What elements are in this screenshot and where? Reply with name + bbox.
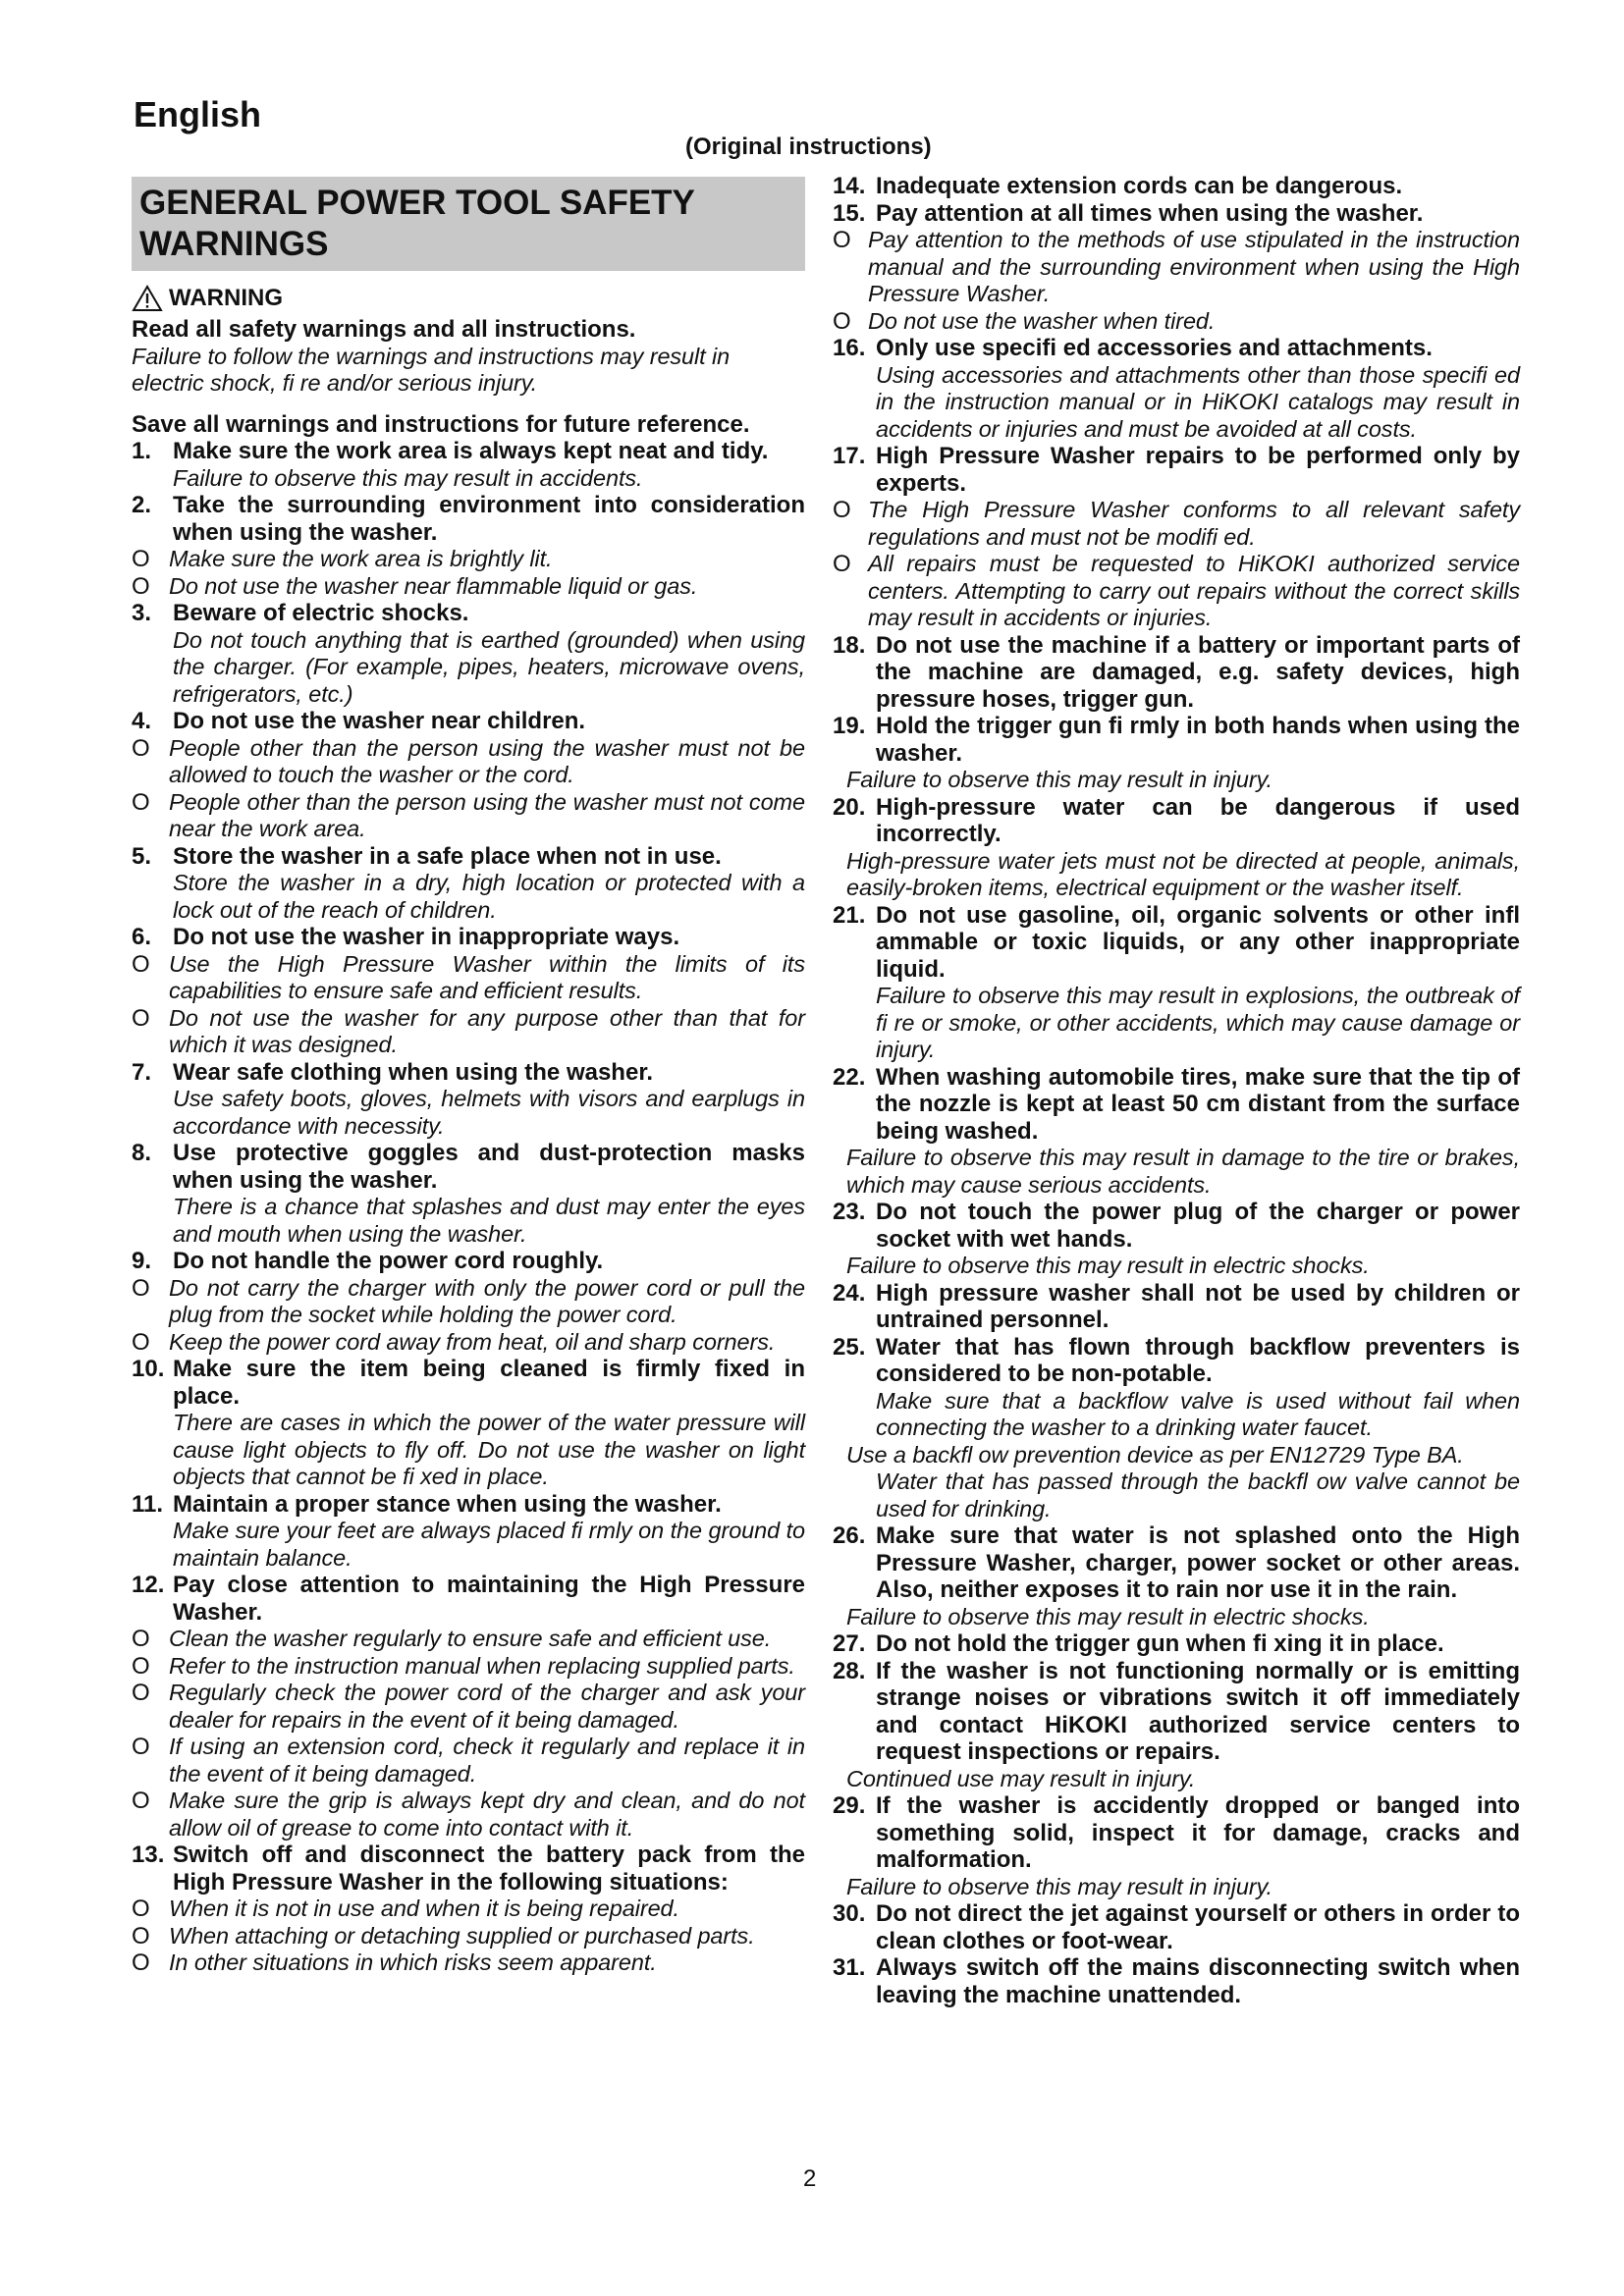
bullet-item	[132, 789, 805, 843]
item-note: Make sure that a backflow valve is used without fail when connecting the washer to a drinking water faucet.	[876, 1387, 1520, 1440]
safety-item-heading	[833, 1954, 1520, 2008]
item-number: 25.	[833, 1333, 866, 1361]
item-title: If the washer is not functioning normally or is emitting strange noises or vibrations switch it off immediately and contact HiKOKI authorized service centers to request inspections or repairs.	[876, 1657, 1520, 1765]
left-column	[132, 177, 805, 1977]
warning-triangle-icon	[132, 285, 163, 312]
item-number: 1.	[132, 438, 152, 464]
safety-item	[132, 1572, 805, 1842]
save-all-line: Save all warnings and instructions for future reference.	[132, 410, 750, 438]
bullet-text: Keep the power cord away from heat, oil and sharp corners.	[169, 1328, 776, 1355]
item-number: 29.	[833, 1792, 866, 1819]
bullet-item	[132, 1626, 805, 1653]
circle-bullet-icon: O	[132, 1680, 150, 1706]
bullet-item	[132, 573, 805, 601]
circle-bullet-icon: O	[132, 1626, 150, 1652]
safety-item	[833, 443, 1520, 632]
item-note: Water that has passed through the backfl ow valve cannot be used for drinking.	[876, 1468, 1520, 1522]
safety-item	[833, 1900, 1520, 1954]
item-number: 19.	[833, 713, 866, 739]
safety-item	[833, 1954, 1520, 2008]
item-note: Use safety boots, gloves, helmets with visors and earplugs in accordance with necessity.	[173, 1086, 805, 1139]
item-number: 12.	[132, 1572, 165, 1598]
bullet-item	[132, 951, 805, 1005]
warning-label: WARNING	[169, 285, 283, 311]
safety-item-heading	[833, 1900, 1520, 1954]
item-number: 24.	[833, 1279, 866, 1307]
bullet-text: Pay attention to the methods of use stipulated in the instruction manual and the surrounding environment when using the High Pressure Washer.	[868, 227, 1520, 306]
safety-item	[132, 600, 805, 708]
bullet-item	[132, 546, 805, 573]
bullet-text: Use the High Pressure Washer within the limits of its capabilities to ensure safe and efficient results.	[169, 950, 805, 1003]
safety-item-heading	[833, 1334, 1520, 1388]
item-number: 5.	[132, 842, 152, 870]
safety-item	[833, 1334, 1520, 1523]
safety-item	[132, 1491, 805, 1573]
item-number: 7.	[132, 1058, 152, 1086]
bullet-item	[132, 1005, 805, 1059]
circle-bullet-icon: O	[833, 551, 851, 577]
item-note: Failure to observe this may result in electric shocks.	[846, 1603, 1370, 1629]
bullet-text: Make sure the grip is always kept dry and clean, and do not allow oil of grease to come into contact with it.	[169, 1788, 805, 1841]
circle-bullet-icon: O	[132, 1896, 150, 1922]
item-number: 13.	[132, 1842, 165, 1868]
item-number: 30.	[833, 1900, 866, 1927]
item-note: Failure to observe this may result in damage to the tire or brakes, which may cause serious accidents.	[846, 1145, 1520, 1198]
item-title: Do not handle the power cord roughly.	[173, 1248, 604, 1274]
item-title: Store the washer in a safe place when not in use.	[173, 842, 722, 870]
item-number: 6.	[132, 924, 152, 950]
circle-bullet-icon: O	[833, 497, 851, 523]
section-title: GENERAL POWER TOOL SAFETY WARNINGS	[132, 177, 805, 271]
safety-item-heading	[833, 794, 1520, 848]
bullet-text: Make sure the work area is brightly lit.	[169, 546, 553, 571]
safety-item-heading	[132, 1248, 805, 1275]
item-number: 10.	[132, 1356, 165, 1382]
safety-item-heading	[833, 1522, 1520, 1604]
circle-bullet-icon: O	[833, 227, 851, 253]
safety-item-heading	[833, 1792, 1520, 1874]
item-title: Switch off and disconnect the battery pack from the High Pressure Washer in the following situations:	[173, 1842, 805, 1896]
circle-bullet-icon: O	[132, 546, 150, 572]
failure-line: Failure to follow the warnings and instructions may result in electric shock, fi re and/or serious injury.	[132, 343, 731, 396]
safety-item	[833, 1064, 1520, 1200]
safety-item-heading	[833, 443, 1520, 497]
bullet-text: Regularly check the power cord of the charger and ask your dealer for repairs in the event of it being damaged.	[169, 1680, 805, 1733]
item-title: When washing automobile tires, make sure that the tip of the nozzle is kept at least 50 cm distant from the surface being washed.	[876, 1063, 1520, 1145]
safety-item	[132, 1140, 805, 1248]
safety-item-heading	[132, 1572, 805, 1626]
item-title: Take the surrounding environment into consideration when using the washer.	[173, 492, 805, 546]
safety-item	[132, 1248, 805, 1356]
item-title: Pay attention at all times when using the washer.	[876, 199, 1424, 227]
bullet-text: The High Pressure Washer conforms to all relevant safety regulations and must not be modifi ed.	[868, 497, 1520, 550]
bullet-item	[132, 1788, 805, 1842]
item-title: High-pressure water can be dangerous if used incorrectly.	[876, 793, 1520, 847]
safety-item-heading	[833, 335, 1520, 362]
bullet-item	[132, 1923, 805, 1950]
safety-item-heading	[132, 1140, 805, 1194]
safety-item-heading	[833, 1658, 1520, 1766]
item-title: Wear safe clothing when using the washer.	[173, 1058, 653, 1086]
bullet-text: All repairs must be requested to HiKOKI authorized service centers. Attempting to carry out repairs without the correct skills may result in accidents or injuries.	[868, 551, 1520, 630]
safety-item	[833, 1522, 1520, 1630]
item-title: Always switch off the mains disconnecting switch when leaving the machine unattended.	[876, 1954, 1520, 2008]
safety-item	[132, 1842, 805, 1977]
right-item-list	[833, 173, 1520, 2008]
circle-bullet-icon: O	[132, 1328, 150, 1356]
item-number: 8.	[132, 1140, 152, 1166]
item-title: Do not touch the power plug of the charger or power socket with wet hands.	[876, 1199, 1520, 1253]
item-title: Beware of electric shocks.	[173, 600, 469, 626]
item-note: Use a backfl ow prevention device as per EN12729 Type BA.	[846, 1441, 1464, 1468]
safety-item-heading	[833, 632, 1520, 714]
item-title: Use protective goggles and dust-protection masks when using the washer.	[173, 1140, 805, 1194]
item-title: Make sure the work area is always kept neat and tidy.	[173, 438, 769, 464]
item-title: Do not use gasoline, oil, organic solvents or other infl ammable or toxic liquids, or any other inappropriate liquid.	[876, 901, 1520, 983]
circle-bullet-icon: O	[132, 950, 150, 978]
bullet-text: People other than the person using the washer must not be allowed to touch the washer or the cord.	[169, 734, 805, 787]
left-item-list	[132, 438, 805, 1977]
item-note: Failure to observe this may result in injury.	[846, 767, 1272, 792]
circle-bullet-icon: O	[132, 1949, 150, 1976]
bullet-item	[132, 1275, 805, 1329]
safety-item	[833, 200, 1520, 336]
item-note: Do not touch anything that is earthed (grounded) when using the charger. (For example, pipes, heaters, microwave ovens, refrigerators, etc.)	[173, 626, 805, 707]
item-note: Make sure your feet are always placed fi rmly on the ground to maintain balance.	[173, 1518, 805, 1571]
original-instructions-label: (Original instructions)	[685, 133, 932, 160]
item-number: 31.	[833, 1954, 866, 1981]
item-title: Pay close attention to maintaining the High Pressure Washer.	[173, 1572, 805, 1626]
bullet-text: If using an extension cord, check it regularly and replace it in the event of it being damaged.	[169, 1734, 805, 1787]
safety-item-heading	[132, 1491, 805, 1519]
bullet-text: Do not use the washer for any purpose other than that for which it was designed.	[169, 1004, 805, 1057]
safety-item	[833, 1792, 1520, 1900]
circle-bullet-icon: O	[132, 1922, 150, 1949]
bullet-item	[132, 1949, 805, 1977]
item-number: 17.	[833, 443, 866, 469]
safety-item	[833, 1658, 1520, 1793]
circle-bullet-icon: O	[132, 1734, 150, 1760]
safety-item-heading	[132, 924, 805, 951]
bullet-item	[132, 1734, 805, 1788]
bullet-text: People other than the person using the washer must not come near the work area.	[169, 788, 805, 841]
item-number: 20.	[833, 793, 866, 821]
safety-item-heading	[132, 1356, 805, 1410]
circle-bullet-icon: O	[132, 788, 150, 816]
bullet-item	[132, 1896, 805, 1923]
item-title: Do not hold the trigger gun when fi xing it in place.	[876, 1630, 1444, 1657]
safety-item	[833, 794, 1520, 902]
bullet-text: Refer to the instruction manual when replacing supplied parts.	[169, 1652, 795, 1679]
item-number: 14.	[833, 173, 866, 199]
circle-bullet-icon: O	[132, 1274, 150, 1302]
item-title: Maintain a proper stance when using the washer.	[173, 1490, 722, 1518]
item-number: 2.	[132, 492, 152, 518]
safety-item-heading	[132, 708, 805, 735]
circle-bullet-icon: O	[132, 734, 150, 762]
bullet-text: Clean the washer regularly to ensure safe and efficient use.	[169, 1626, 772, 1651]
safety-item	[833, 1199, 1520, 1280]
item-note: High-pressure water jets must not be directed at people, animals, easily-broken items, electrical equipment or the washer itself.	[846, 847, 1520, 900]
item-note: Continued use may result in injury.	[846, 1765, 1196, 1791]
item-title: Do not use the washer in inappropriate ways.	[173, 924, 680, 950]
safety-item-heading	[833, 902, 1520, 984]
safety-item-heading	[833, 173, 1520, 200]
item-note: Failure to observe this may result in explosions, the outbreak of fi re or smoke, or other accidents, which may cause damage or injury.	[876, 983, 1520, 1062]
item-note: There are cases in which the power of the water pressure will cause light objects to fly off. Do not use the washer on light objects that cannot be fi xed in place.	[173, 1410, 805, 1489]
item-title: Do not use the washer near children.	[173, 708, 586, 734]
safety-item	[833, 1630, 1520, 1658]
bullet-text: When it is not in use and when it is being repaired.	[169, 1896, 679, 1921]
item-number: 21.	[833, 901, 866, 929]
bullet-item	[132, 735, 805, 789]
item-note: Failure to observe this may result in electric shocks.	[846, 1253, 1370, 1278]
read-all-line: Read all safety warnings and all instructions.	[132, 316, 636, 343]
safety-item-heading	[833, 200, 1520, 228]
bullet-item	[132, 1680, 805, 1734]
item-title: Inadequate extension cords can be dangerous.	[876, 173, 1403, 199]
item-number: 16.	[833, 335, 866, 361]
item-number: 15.	[833, 199, 866, 227]
item-number: 22.	[833, 1063, 866, 1091]
item-number: 9.	[132, 1248, 152, 1274]
item-number: 11.	[132, 1490, 164, 1518]
item-title: Do not use the machine if a battery or important parts of the machine are damaged, e.g. safety devices, high pressure hoses, trigger gun.	[876, 631, 1520, 713]
safety-item-heading	[833, 1630, 1520, 1658]
safety-item	[833, 632, 1520, 714]
circle-bullet-icon: O	[132, 1652, 150, 1680]
item-title: Hold the trigger gun fi rmly in both hands when using the washer.	[876, 713, 1520, 767]
safety-item	[132, 924, 805, 1059]
safety-item-heading	[132, 600, 805, 627]
safety-item-heading	[833, 1280, 1520, 1334]
safety-item	[833, 902, 1520, 1064]
item-title: High Pressure Washer repairs to be performed only by experts.	[876, 443, 1520, 497]
right-column	[833, 173, 1520, 2008]
safety-item	[833, 173, 1520, 200]
safety-item-heading	[833, 1199, 1520, 1253]
item-title: Water that has flown through backflow preventers is considered to be non-potable.	[876, 1333, 1520, 1387]
safety-item-heading	[132, 1842, 805, 1896]
circle-bullet-icon: O	[132, 1004, 150, 1032]
item-note: Failure to observe this may result in accidents.	[173, 464, 643, 491]
safety-item	[132, 1059, 805, 1141]
item-number: 27.	[833, 1630, 866, 1657]
item-title: If the washer is accidently dropped or banged into something solid, inspect it for damage, cracks and malformation.	[876, 1792, 1520, 1873]
safety-item	[132, 843, 805, 925]
safety-item-heading	[132, 843, 805, 871]
language-heading: English	[134, 94, 262, 134]
item-title: Only use specifi ed accessories and attachments.	[876, 335, 1433, 361]
bullet-text: Do not use the washer when tired.	[868, 307, 1216, 334]
safety-item	[132, 492, 805, 600]
item-number: 18.	[833, 631, 866, 659]
bullet-item	[833, 551, 1520, 632]
safety-item-heading	[132, 438, 805, 465]
circle-bullet-icon: O	[833, 307, 851, 335]
safety-item	[132, 708, 805, 843]
safety-item	[132, 438, 805, 492]
bullet-text: Do not carry the charger with only the power cord or pull the plug from the socket while holding the power cord.	[169, 1274, 805, 1327]
bullet-text: When attaching or detaching supplied or purchased parts.	[169, 1922, 755, 1949]
item-title: Do not direct the jet against yourself or others in order to clean clothes or foot-wear.	[876, 1900, 1520, 1954]
item-title: Make sure that water is not splashed onto the High Pressure Washer, charger, power socket or other areas. Also, neither exposes it to rain nor use it in the rain.	[876, 1522, 1520, 1603]
item-note: Failure to observe this may result in injury.	[846, 1873, 1272, 1899]
circle-bullet-icon: O	[132, 572, 150, 600]
item-note: Store the washer in a dry, high location or protected with a lock out of the reach of children.	[173, 870, 805, 923]
item-number: 28.	[833, 1657, 866, 1684]
safety-item-heading	[833, 1064, 1520, 1146]
item-note: There is a chance that splashes and dust may enter the eyes and mouth when using the washer.	[173, 1194, 805, 1247]
safety-item-heading	[132, 492, 805, 546]
safety-item	[132, 1356, 805, 1491]
item-note: Using accessories and attachments other than those specifi ed in the instruction manual or in HiKOKI catalogs may result in accidents or injuries and must be avoided at all costs.	[876, 361, 1520, 442]
safety-item	[833, 1280, 1520, 1334]
safety-item-heading	[833, 713, 1520, 767]
circle-bullet-icon: O	[132, 1788, 150, 1814]
safety-item	[833, 713, 1520, 794]
bullet-text: Do not use the washer near flammable liquid or gas.	[169, 572, 698, 599]
bullet-item	[132, 1653, 805, 1681]
safety-item-heading	[132, 1059, 805, 1087]
safety-item	[833, 335, 1520, 443]
warning-heading	[132, 285, 805, 312]
bullet-item	[833, 308, 1520, 336]
item-title: High pressure washer shall not be used by children or untrained personnel.	[876, 1279, 1520, 1333]
bullet-item	[833, 497, 1520, 551]
bullet-item	[132, 1329, 805, 1357]
item-title: Make sure the item being cleaned is firmly fixed in place.	[173, 1356, 805, 1410]
bullet-text: In other situations in which risks seem apparent.	[169, 1949, 657, 1975]
item-number: 3.	[132, 600, 152, 626]
item-number: 4.	[132, 708, 152, 734]
item-number: 26.	[833, 1522, 866, 1549]
item-number: 23.	[833, 1199, 866, 1225]
bullet-item	[833, 227, 1520, 308]
page-number: 2	[803, 2165, 817, 2192]
